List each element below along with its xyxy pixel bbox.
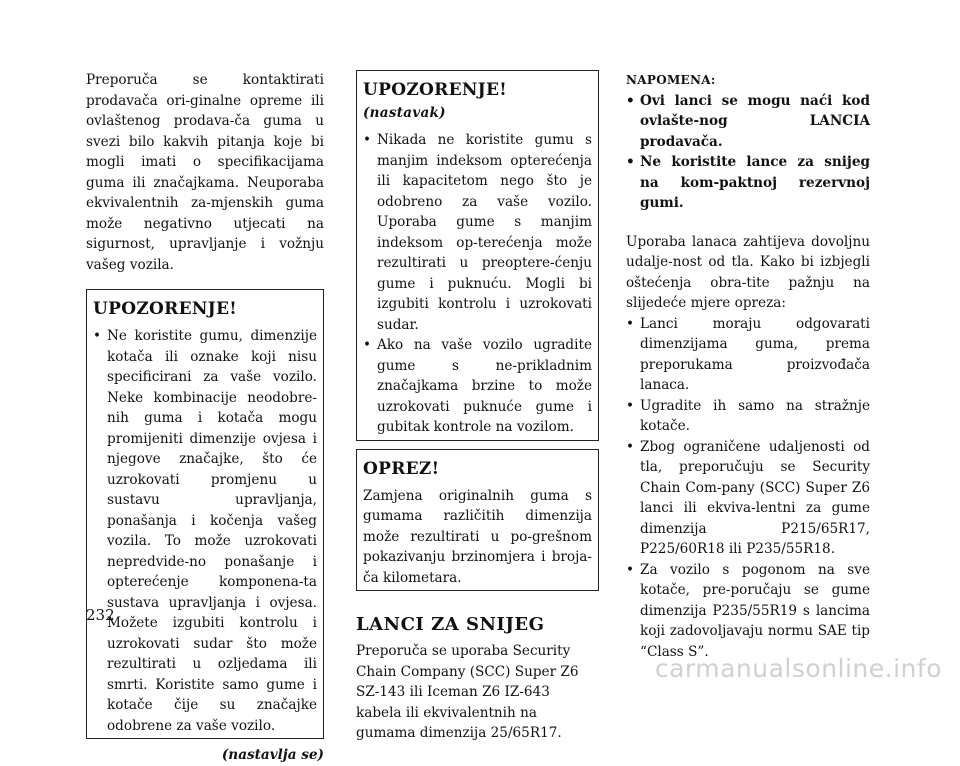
note-list: [626, 91, 870, 214]
precaution-item: • Ugradite ih samo na stražnje kotače.: [626, 396, 870, 437]
warning-suffix: (nastavak): [363, 105, 446, 121]
warning-continued-title: [363, 79, 592, 124]
column-right: [626, 70, 870, 662]
column-middle: [356, 70, 599, 744]
precautions-intro: Uporaba lanaca zahtijeva dovoljnu udalje-nost od tla. Kako bi izbjegli oštećenja obra-tite pažnju na slijedeće mjere opreza:: [626, 233, 870, 311]
warning-item: • Nikada ne koristite gumu s manjim indeksom opterećenja ili kapacitetom nego što je odobreno za vaše vozilo. Uporaba gume s manjim indeksom op-terećenja može rezultirati u preoptere-ćenju gume i puknuću. Mogli bi izgubiti kontrolu i uzrokovati sudar.: [363, 130, 592, 335]
page-number: 232: [86, 606, 115, 624]
precaution-item: • Lanci moraju odgovarati dimenzijama guma, prema preporukama proizvođača lanaca.: [626, 314, 870, 396]
warning-title: UPOZORENJE!: [363, 80, 508, 100]
caution-box: [356, 449, 599, 592]
precautions-list: [626, 314, 870, 663]
precaution-item: • Zbog ograničene udaljenosti od tla, preporučuju se Security Chain Com-pany (SCC) Super Z6 lanci ili ekviva-lentni za gume dimenzija P215/65R17, P225/60R18 ili P235/55R18.: [626, 437, 870, 560]
warning-list: [93, 326, 317, 736]
warning-continued-box: [356, 70, 599, 441]
warning-item: • Ne koristite gumu, dimenzije kotača ili oznake koji nisu specificirani za vaše vozilo. Neke kombinacije neodobre-nih guma i kotača mogu promijeniti dimenzije ovjesa i njegove značajke, što će uzrokovati promjenu u sustavu upravljanja, ponašanja i kočenja vašeg vozila. To može uzrokovati nepredvide-no ponašanje i opterećenje komponena-ta sustava upravljanja i ovjesa. Možete izgubiti kontrolu i uzrokovati sudar što može rezultirati u ozljedama ili smrti. Koristite samo gume i kotače čije su značajke odobrene za vaše vozilo.: [93, 326, 317, 736]
watermark: carmanualsonline.info: [654, 654, 942, 683]
caution-title: OPREZ!: [363, 458, 440, 479]
warning-title: UPOZORENJE!: [93, 299, 238, 319]
continued-label: (nastavlja se): [221, 747, 324, 763]
section-body: Preporuča se uporaba Security Chain Company (SCC) Super Z6 SZ-143 ili Iceman Z6 IZ-643 kabela ili ekvivalentnih na gumama dimenzija 25/65R17.: [356, 643, 579, 741]
note-item: • Ne koristite lance za snijeg na kom-paktnoj rezervnoj gumi.: [626, 152, 870, 214]
caution-text: Zamjena originalnih guma s gumama različitih dimenzija može rezultirati u po-grešnom pokazivanju brzinomjera i broja-ča kilometara.: [363, 487, 592, 586]
section-heading: LANCI ZA SNIJEG: [356, 614, 545, 635]
precaution-item: • Za vozilo s pogonom na sve kotače, pre-poručaju se gume dimenzija P235/55R19 s lancima koji zadovoljavaju normu SAE tip “Class S”.: [626, 560, 870, 663]
warning-list: [363, 130, 592, 438]
column-left: [86, 70, 324, 766]
note-item: • Ovi lanci se mogu naći kod ovlašte-nog LANCIA prodavača.: [626, 91, 870, 153]
note-title: NAPOMENA:: [626, 73, 716, 87]
intro-paragraph: Preporuča se kontaktirati prodavača ori-ginalne opreme ili ovlaštenog prodava-ča guma u svezi bilo kakvih pitanja koje bi mogli imati o specifikacijama guma ili značajkama. Neuporaba ekvivalentnih za-mjenskih guma može negativno utjecati na sigurnost, upravljanje i vožnju vašeg vozila.: [86, 72, 324, 273]
warning-item: • Ako na vaše vozilo ugradite gume s ne-prikladnim značajkama brzine to može uzrokovati puknuće gume i gubitak kontrole na vozilom.: [363, 335, 592, 438]
warning-box: [86, 289, 324, 739]
